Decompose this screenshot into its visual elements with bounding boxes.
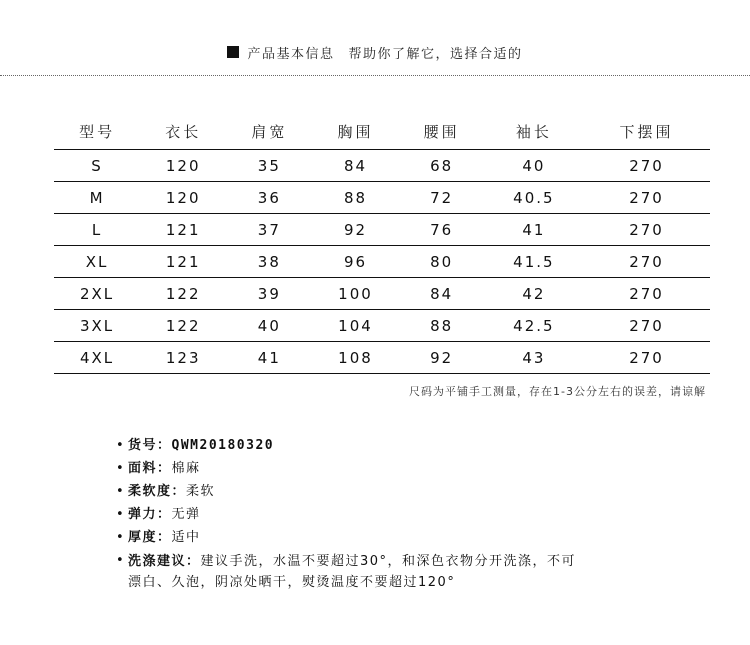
cell-waist: 92 (399, 342, 485, 374)
cell-chest: 84 (312, 150, 398, 182)
table-row (54, 342, 710, 374)
cell-length: 122 (140, 310, 226, 342)
cell-sleeve: 41.5 (485, 246, 583, 278)
spec-item-no (116, 436, 706, 459)
bullet-icon: • (116, 530, 126, 545)
spec-value: 适中 (171, 530, 201, 545)
cell-waist: 80 (399, 246, 485, 278)
cell-shoulder: 36 (226, 182, 312, 214)
cell-hem: 270 (583, 150, 710, 182)
table-row (54, 246, 710, 278)
spec-label: 洗涤建议： (128, 554, 201, 569)
spec-wash (116, 551, 706, 593)
cell-shoulder: 35 (226, 150, 312, 182)
spec-thickness (116, 528, 706, 551)
product-specs (116, 436, 706, 593)
cell-size: 3XL (54, 310, 140, 342)
col-chest: 胸围 (312, 113, 398, 150)
cell-waist: 76 (399, 214, 485, 246)
square-icon (227, 46, 239, 58)
cell-size: XL (54, 246, 140, 278)
table-row (54, 182, 710, 214)
cell-hem: 270 (583, 278, 710, 310)
cell-hem: 270 (583, 342, 710, 374)
cell-sleeve: 40.5 (485, 182, 583, 214)
cell-hem: 270 (583, 214, 710, 246)
spec-label: 货号： (128, 438, 172, 453)
cell-size: M (54, 182, 140, 214)
table-header-row (54, 113, 710, 150)
col-waist: 腰围 (399, 113, 485, 150)
col-sleeve: 袖长 (485, 113, 583, 150)
cell-length: 122 (140, 278, 226, 310)
spec-value: 棉麻 (171, 461, 201, 476)
spec-elasticity (116, 505, 706, 528)
bullet-icon: • (116, 438, 126, 453)
cell-sleeve: 41 (485, 214, 583, 246)
cell-length: 120 (140, 182, 226, 214)
col-length: 衣长 (140, 113, 226, 150)
header-subtitle: 帮助你了解它，选择合适的 (348, 46, 523, 62)
cell-waist: 88 (399, 310, 485, 342)
cell-size: S (54, 150, 140, 182)
cell-hem: 270 (583, 246, 710, 278)
cell-chest: 104 (312, 310, 398, 342)
spec-softness (116, 482, 706, 505)
cell-waist: 68 (399, 150, 485, 182)
cell-length: 121 (140, 246, 226, 278)
col-model: 型号 (54, 113, 140, 150)
size-table (54, 113, 710, 374)
cell-shoulder: 41 (226, 342, 312, 374)
bullet-icon: • (116, 507, 126, 522)
cell-sleeve: 42 (485, 278, 583, 310)
cell-chest: 92 (312, 214, 398, 246)
cell-length: 121 (140, 214, 226, 246)
cell-chest: 108 (312, 342, 398, 374)
header-title: 产品基本信息 (247, 46, 335, 62)
table-row (54, 310, 710, 342)
cell-chest: 100 (312, 278, 398, 310)
spec-value: QWM20180320 (171, 438, 275, 453)
cell-sleeve: 42.5 (485, 310, 583, 342)
cell-shoulder: 39 (226, 278, 312, 310)
cell-waist: 84 (399, 278, 485, 310)
spec-value: 无弹 (171, 507, 201, 522)
wash-line-1: 建议手洗，水温不要超过30°，和深色衣物分开洗涤，不可 (200, 554, 577, 569)
table-row (54, 150, 710, 182)
cell-size: 4XL (54, 342, 140, 374)
cell-waist: 72 (399, 182, 485, 214)
spec-label: 弹力： (128, 507, 172, 522)
cell-shoulder: 37 (226, 214, 312, 246)
spec-label: 厚度： (128, 530, 172, 545)
cell-hem: 270 (583, 310, 710, 342)
cell-hem: 270 (583, 182, 710, 214)
bullet-icon: • (116, 461, 126, 476)
cell-length: 120 (140, 150, 226, 182)
cell-chest: 88 (312, 182, 398, 214)
dotted-divider (0, 75, 750, 76)
wash-line-2: 漂白、久泡，阴凉处晒干，熨烫温度不要超过120° (128, 575, 456, 590)
cell-size: 2XL (54, 278, 140, 310)
bullet-icon: • (116, 484, 126, 499)
spec-value: 柔软 (186, 484, 216, 499)
cell-shoulder: 40 (226, 310, 312, 342)
cell-length: 123 (140, 342, 226, 374)
cell-sleeve: 43 (485, 342, 583, 374)
section-header (0, 41, 750, 63)
cell-size: L (54, 214, 140, 246)
measurement-note: 尺码为平铺手工测量，存在1-3公分左右的误差，请谅解 (409, 385, 706, 398)
cell-sleeve: 40 (485, 150, 583, 182)
col-shoulder: 肩宽 (226, 113, 312, 150)
cell-shoulder: 38 (226, 246, 312, 278)
cell-chest: 96 (312, 246, 398, 278)
bullet-icon: • (116, 553, 126, 568)
col-hem: 下摆围 (583, 113, 710, 150)
table-row (54, 278, 710, 310)
spec-fabric (116, 459, 706, 482)
spec-label: 柔软度： (128, 484, 187, 499)
table-row (54, 214, 710, 246)
spec-label: 面料： (128, 461, 172, 476)
